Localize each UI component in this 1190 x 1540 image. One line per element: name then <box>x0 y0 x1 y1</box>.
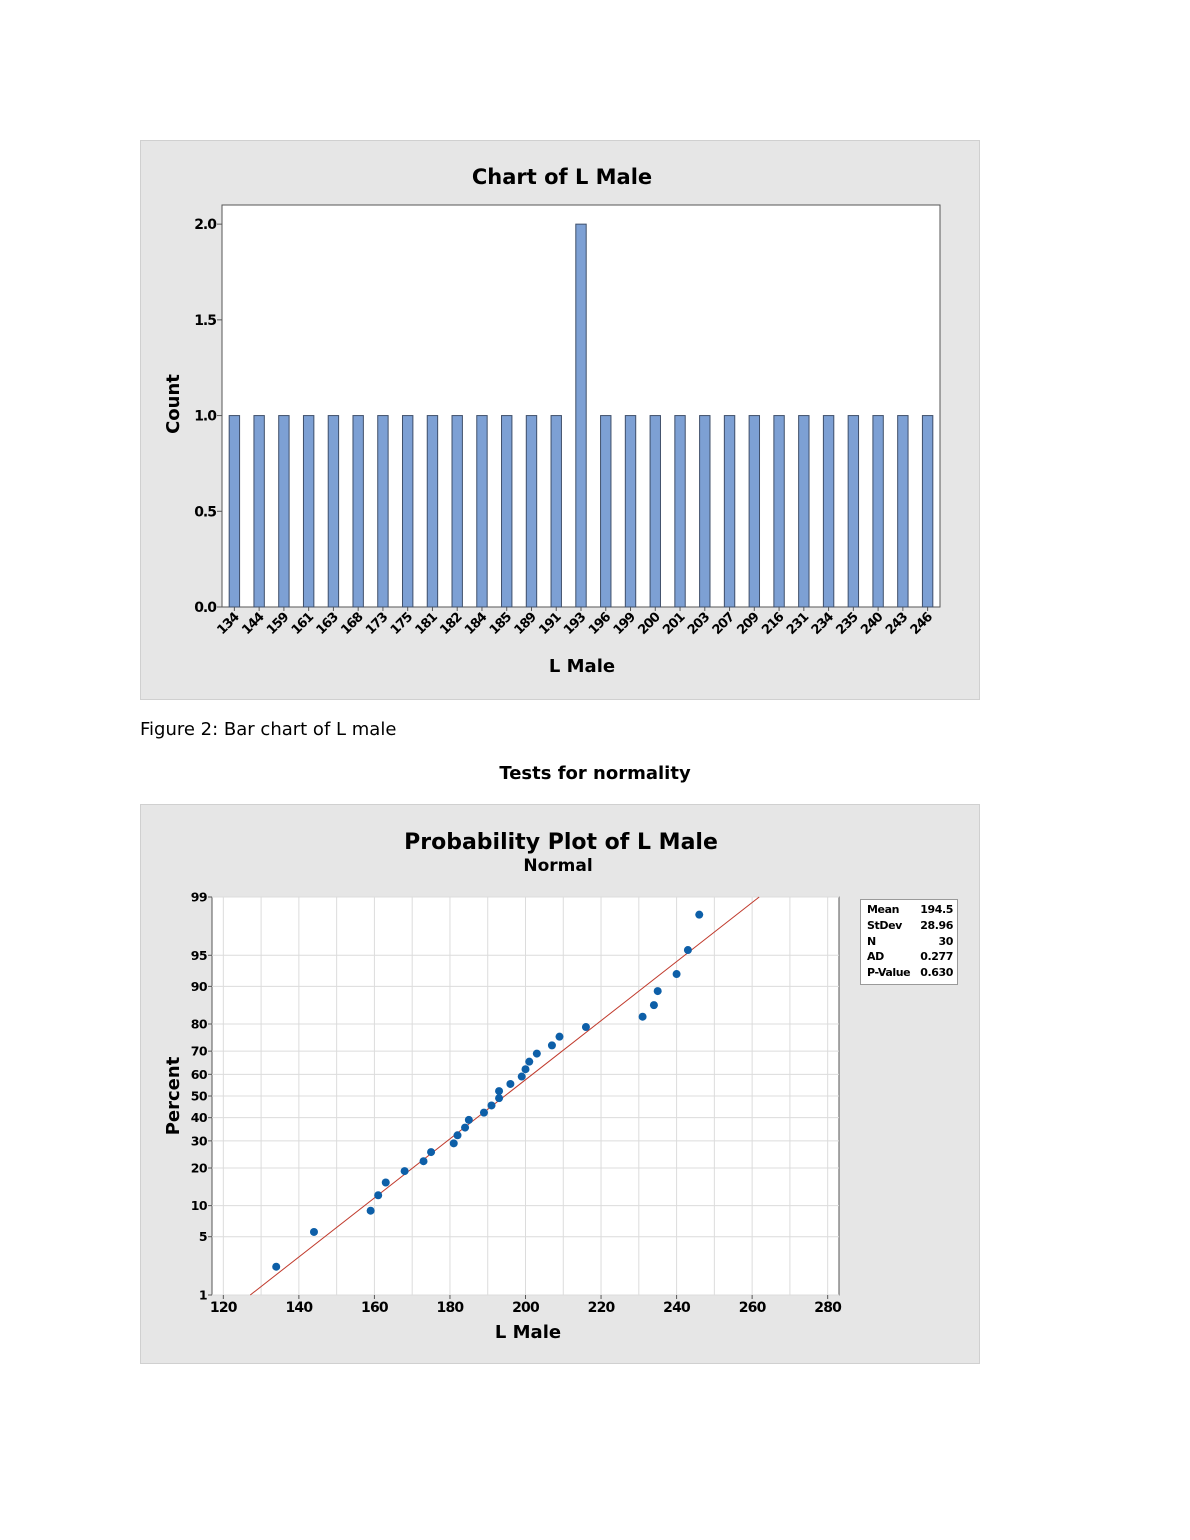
stats-label: AD <box>867 950 884 964</box>
prob-y-tick-label: 20 <box>190 1160 207 1176</box>
bar <box>254 416 264 607</box>
bar <box>576 224 586 607</box>
prob-x-tick-label: 200 <box>512 1300 539 1316</box>
prob-y-tick-label: 10 <box>190 1198 207 1214</box>
bar-x-tick-label: 193 <box>561 610 589 638</box>
prob-x-tick-label: 240 <box>663 1300 690 1316</box>
stats-value: 194.5 <box>920 903 953 916</box>
bar-x-tick-label: 184 <box>462 610 490 638</box>
bar-x-tick-label: 234 <box>808 610 837 638</box>
bar <box>823 416 833 607</box>
bar <box>873 416 883 607</box>
bar <box>526 416 536 607</box>
bar-chart-svg <box>141 141 979 699</box>
data-point <box>673 970 681 978</box>
bar <box>477 416 487 607</box>
prob-y-tick-label: 30 <box>190 1133 207 1149</box>
bar <box>922 416 932 607</box>
prob-y-tick-label: 1 <box>198 1287 207 1303</box>
prob-y-tick-label: 70 <box>190 1043 207 1059</box>
data-point <box>654 987 662 995</box>
probability-plot-svg <box>141 805 979 1363</box>
bar-x-tick-label: 209 <box>734 610 763 638</box>
stats-label: N <box>867 934 876 948</box>
bar-x-tick-label: 168 <box>338 610 367 638</box>
bar-x-tick-label: 216 <box>759 610 787 638</box>
data-point <box>310 1228 318 1236</box>
bar <box>700 416 710 607</box>
bar <box>328 416 338 607</box>
section-heading: Tests for normality <box>499 763 691 784</box>
stats-label: StDev <box>867 918 902 932</box>
prob-x-tick-label: 180 <box>436 1300 464 1316</box>
stats-label: Mean <box>867 903 900 916</box>
bar-x-tick-label: 182 <box>437 610 466 638</box>
data-point <box>522 1065 530 1073</box>
prob-y-tick-label: 95 <box>190 947 207 963</box>
probability-x-axis-label: L Male <box>494 1322 562 1343</box>
data-point <box>401 1167 409 1175</box>
stats-row <box>867 934 953 950</box>
prob-y-tick-label: 80 <box>190 1016 207 1032</box>
bar-x-tick-label: 161 <box>288 610 317 638</box>
bar-y-tick-label: 2.0 <box>194 217 216 234</box>
stats-row <box>867 918 953 934</box>
data-point <box>695 911 703 919</box>
data-point <box>518 1073 526 1081</box>
bar-x-tick-label: 243 <box>883 610 911 638</box>
data-point <box>495 1087 503 1095</box>
data-point <box>533 1050 541 1058</box>
data-point <box>480 1109 488 1117</box>
bar <box>774 416 784 607</box>
bar-x-tick-label: 196 <box>585 610 614 638</box>
bar-y-axis <box>194 217 222 616</box>
data-point <box>272 1263 280 1271</box>
prob-y-tick-label: 60 <box>190 1066 207 1082</box>
prob-x-tick-label: 140 <box>285 1300 313 1316</box>
stats-label: P-Value <box>867 966 911 980</box>
probability-plot-title: Probability Plot of L Male <box>404 830 718 855</box>
data-point <box>639 1013 647 1021</box>
data-point <box>367 1207 375 1215</box>
bar-x-tick-label: 231 <box>783 610 812 638</box>
prob-y-tick-label: 40 <box>190 1110 207 1126</box>
bar-x-tick-label: 235 <box>833 610 862 638</box>
bar-x-tick-label: 173 <box>363 610 391 638</box>
bar-x-tick-label: 191 <box>536 610 565 638</box>
bar <box>427 416 437 607</box>
bar-x-tick-label: 163 <box>313 610 342 638</box>
data-point <box>461 1124 469 1132</box>
figure-caption: Figure 2: Bar chart of L male <box>140 719 397 740</box>
bar <box>378 416 388 607</box>
bar-x-tick-label: 240 <box>858 610 886 638</box>
stats-row <box>867 949 953 965</box>
bar <box>625 416 635 607</box>
data-point <box>582 1023 590 1031</box>
data-point <box>420 1157 428 1165</box>
stats-row <box>867 902 953 918</box>
bar-x-tick-label: 201 <box>660 610 688 638</box>
bar-chart-title: Chart of L Male <box>471 165 653 189</box>
bar-y-tick-label: 1.0 <box>194 408 216 425</box>
bar <box>898 416 908 607</box>
bar-x-tick-label: 159 <box>264 610 292 638</box>
data-point <box>454 1131 462 1139</box>
bar <box>675 416 685 607</box>
probability-y-axis <box>191 890 212 1303</box>
data-point <box>374 1191 382 1199</box>
data-point <box>684 946 692 954</box>
bar <box>724 416 734 607</box>
bar-y-tick-label: 0.5 <box>194 504 216 521</box>
bar <box>799 416 809 607</box>
bar-x-tick-label: 181 <box>412 610 441 638</box>
bar <box>452 416 462 607</box>
data-point <box>650 1001 658 1009</box>
prob-x-tick-label: 260 <box>738 1300 766 1316</box>
bar-x-axis <box>215 607 937 638</box>
probability-y-axis-label: Percent <box>163 1056 184 1136</box>
bar-x-tick-label: 246 <box>907 610 936 638</box>
bar <box>279 416 289 607</box>
bar <box>551 416 561 607</box>
stats-value: 0.277 <box>920 950 953 964</box>
bar <box>303 416 313 607</box>
stats-legend <box>860 899 958 985</box>
stats-value: 28.96 <box>920 918 953 932</box>
bar-y-axis-label: Count <box>163 374 184 434</box>
data-point <box>382 1178 390 1186</box>
data-point <box>465 1116 473 1124</box>
bar <box>749 416 759 607</box>
data-point <box>555 1033 563 1041</box>
probability-plot-subtitle: Normal <box>523 856 593 876</box>
prob-y-tick-label: 50 <box>190 1088 207 1104</box>
stats-row <box>867 965 953 981</box>
bar-x-tick-label: 207 <box>709 610 738 638</box>
prob-x-tick-label: 220 <box>587 1300 615 1316</box>
bar-x-tick-label: 200 <box>635 610 664 638</box>
bar-x-tick-label: 134 <box>214 610 243 638</box>
bar-x-tick-label: 189 <box>511 610 540 638</box>
bar <box>229 416 239 607</box>
data-point <box>450 1139 458 1147</box>
bar <box>650 416 660 607</box>
prob-x-tick-label: 120 <box>209 1300 237 1316</box>
prob-y-tick-label: 5 <box>198 1229 207 1245</box>
bar-x-axis-label: L Male <box>548 656 616 677</box>
bar-x-tick-label: 199 <box>610 610 639 638</box>
bar <box>502 416 512 607</box>
prob-x-tick-label: 280 <box>814 1300 842 1316</box>
prob-x-tick-label: 160 <box>361 1300 388 1316</box>
bar-chart-panel <box>140 140 980 700</box>
bar-x-tick-label: 144 <box>239 610 267 638</box>
data-point <box>548 1041 556 1049</box>
bar-y-tick-label: 0.0 <box>194 600 216 616</box>
bar-x-tick-label: 203 <box>684 610 713 638</box>
bar-y-tick-label: 1.5 <box>194 312 216 329</box>
data-point <box>495 1094 503 1102</box>
probability-x-axis <box>210 1295 842 1316</box>
prob-y-tick-label: 90 <box>190 978 207 994</box>
data-point <box>525 1058 533 1066</box>
bar <box>601 416 611 607</box>
bar <box>848 416 858 607</box>
data-point <box>506 1080 514 1088</box>
bar-x-tick-label: 185 <box>486 610 515 638</box>
data-point <box>488 1101 496 1109</box>
bar <box>353 416 363 607</box>
stats-value: 30 <box>938 934 953 948</box>
bar-x-tick-label: 175 <box>387 610 416 638</box>
bar <box>402 416 412 607</box>
probability-plot-panel <box>140 804 980 1364</box>
prob-y-tick-label: 99 <box>190 889 207 905</box>
stats-value: 0.630 <box>920 966 953 980</box>
data-point <box>427 1148 435 1156</box>
